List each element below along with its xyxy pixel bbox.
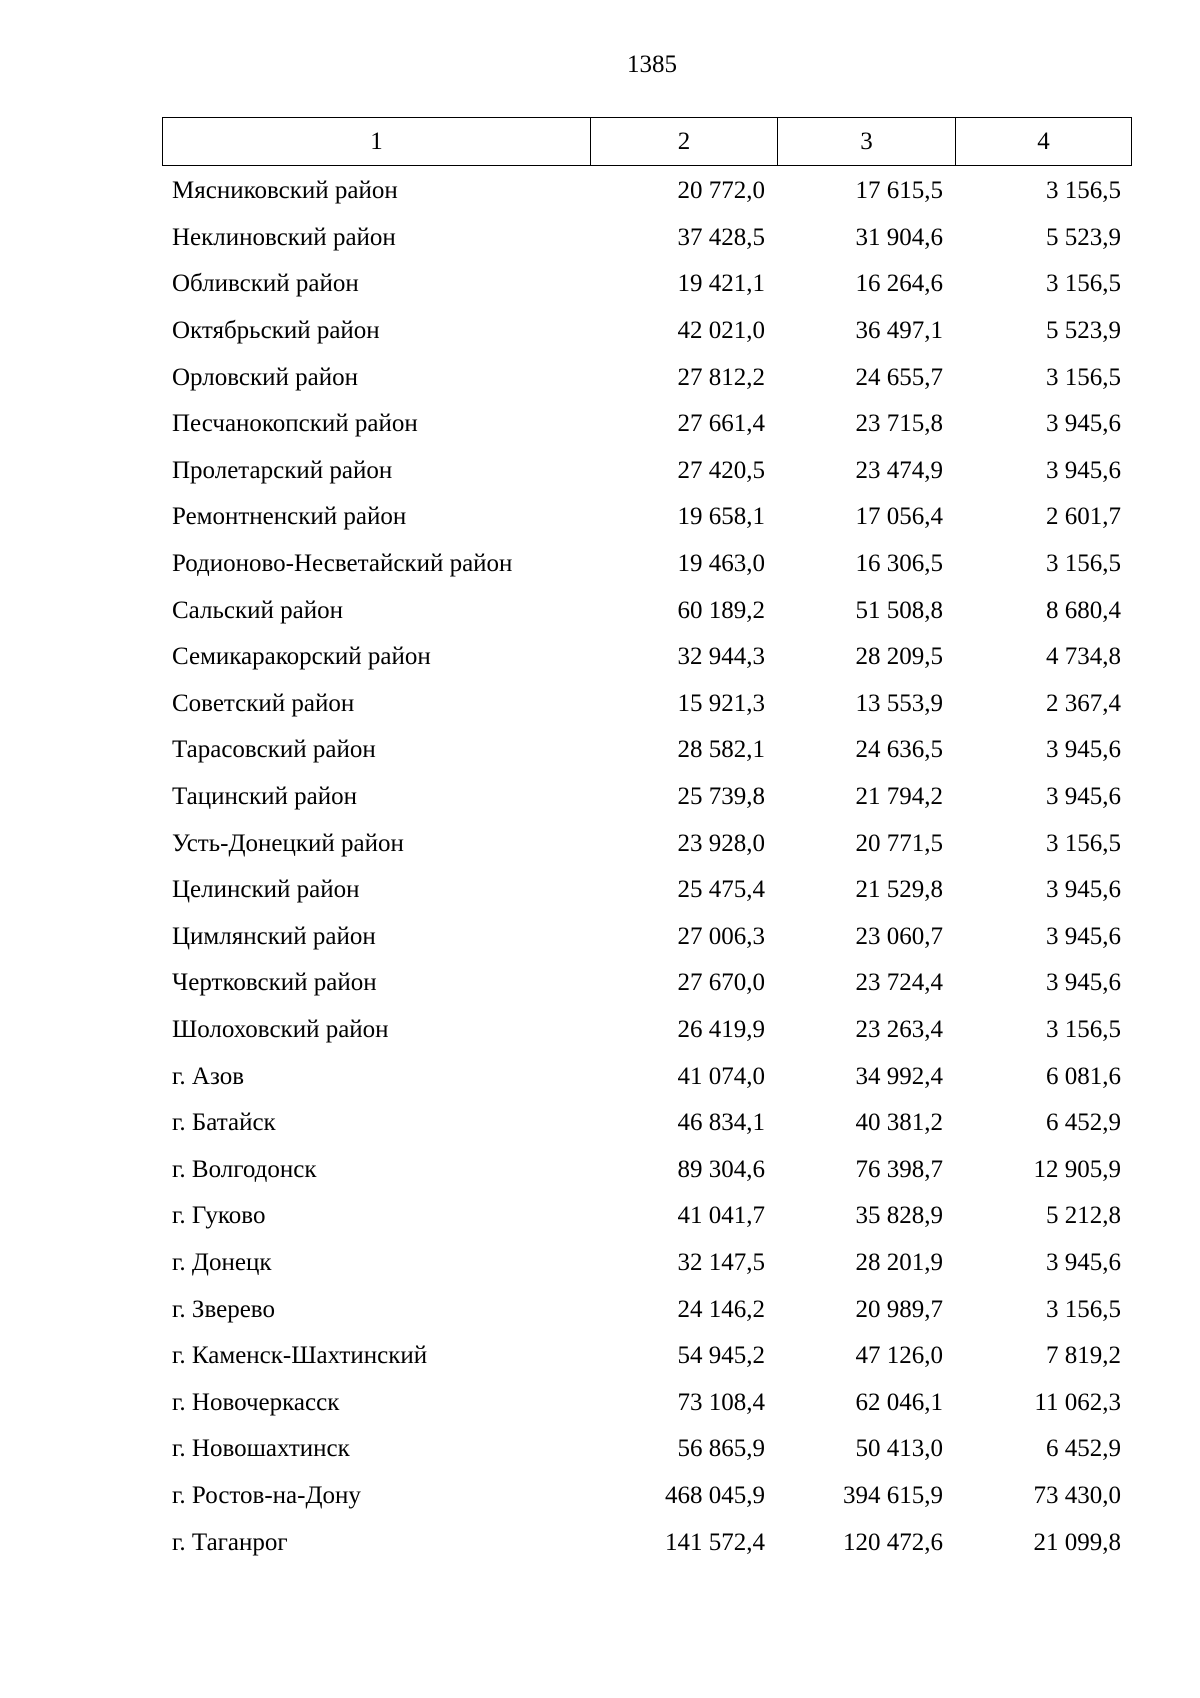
header-cell-2: 2 [590,118,777,165]
table-row [162,1193,1132,1240]
header-cell-4: 4 [955,118,1131,165]
table-row [162,401,1132,448]
row-value-col2: 27 661,4 [677,410,765,438]
row-value-col2: 46 834,1 [677,1109,765,1137]
row-value-col4: 6 452,9 [1046,1109,1121,1137]
row-value-col4: 3 945,6 [1046,456,1121,484]
row-name: Шолоховский район [172,1015,389,1043]
row-value-col3: 23 060,7 [855,922,943,950]
row-value-col2: 15 921,3 [677,689,765,717]
table-header [162,117,1132,166]
row-value-col3: 76 398,7 [855,1155,943,1183]
row-value-col4: 6 452,9 [1046,1435,1121,1463]
row-value-col2: 468 045,9 [665,1481,765,1509]
row-value-col3: 31 904,6 [855,223,943,251]
row-name: Неклиновский район [172,223,396,251]
row-value-col2: 54 945,2 [677,1342,765,1370]
row-name: Обливский район [172,270,359,298]
row-value-col3: 36 497,1 [855,317,943,345]
table-row [162,914,1132,961]
row-value-col2: 41 041,7 [677,1202,765,1230]
row-value-col3: 28 201,9 [855,1248,943,1276]
row-value-col4: 3 945,6 [1046,736,1121,764]
row-value-col3: 17 056,4 [855,503,943,531]
row-value-col3: 23 263,4 [855,1015,943,1043]
table-row [162,867,1132,914]
row-name: г. Зверево [172,1295,275,1323]
table-row [162,1007,1132,1054]
page-number: 1385 [627,51,677,78]
row-name: г. Волгодонск [172,1155,317,1183]
row-name: Октябрьский район [172,317,380,345]
table-row [162,587,1132,634]
row-value-col2: 26 419,9 [677,1015,765,1043]
row-value-col3: 47 126,0 [855,1342,943,1370]
table-row [162,1286,1132,1333]
table-row [162,681,1132,728]
table-row [162,774,1132,821]
row-value-col2: 23 928,0 [677,829,765,857]
row-value-col4: 4 734,8 [1046,643,1121,671]
table-row [162,634,1132,681]
header-cell-3: 3 [777,118,955,165]
table-row [162,1146,1132,1193]
row-value-col2: 20 772,0 [677,177,765,205]
table-row [162,1379,1132,1426]
table-row [162,354,1132,401]
row-value-col4: 3 156,5 [1046,1295,1121,1323]
table-row [162,1100,1132,1147]
row-value-col3: 16 306,5 [855,550,943,578]
row-value-col3: 28 209,5 [855,643,943,671]
row-value-col2: 19 463,0 [677,550,765,578]
row-value-col4: 21 099,8 [1033,1528,1121,1556]
row-name: г. Гуково [172,1202,266,1230]
row-name: Тарасовский район [172,736,376,764]
row-name: Ремонтненский район [172,503,407,531]
row-value-col4: 5 212,8 [1046,1202,1121,1230]
row-name: г. Новочеркасск [172,1388,340,1416]
row-value-col3: 21 529,8 [855,876,943,904]
row-name: Мясниковский район [172,177,398,205]
row-value-col4: 3 945,6 [1046,783,1121,811]
row-value-col4: 3 156,5 [1046,363,1121,391]
row-value-col2: 37 428,5 [677,223,765,251]
table-row [162,820,1132,867]
row-name: Родионово-Несветайский район [172,550,513,578]
table-row [162,1426,1132,1473]
row-value-col2: 141 572,4 [665,1528,765,1556]
row-value-col4: 3 945,6 [1046,969,1121,997]
row-name: г. Таганрог [172,1528,288,1556]
table-row [162,168,1132,215]
row-value-col2: 32 147,5 [677,1248,765,1276]
table-row [162,960,1132,1007]
row-name: г. Каменск-Шахтинский [172,1342,428,1370]
row-name: Орловский район [172,363,358,391]
row-value-col3: 50 413,0 [855,1435,943,1463]
row-value-col3: 21 794,2 [855,783,943,811]
row-name: Песчанокопский район [172,410,418,438]
table-row [162,448,1132,495]
row-name: Усть-Донецкий район [172,829,404,857]
row-name: Тацинский район [172,783,357,811]
row-value-col4: 2 367,4 [1046,689,1121,717]
table-row [162,261,1132,308]
row-value-col2: 42 021,0 [677,317,765,345]
row-name: Пролетарский район [172,456,393,484]
row-value-col4: 73 430,0 [1033,1481,1121,1509]
row-value-col4: 3 945,6 [1046,876,1121,904]
table-row [162,1473,1132,1520]
table-row [162,1240,1132,1287]
row-value-col3: 23 474,9 [855,456,943,484]
row-name: Советский район [172,689,355,717]
table-row [162,1333,1132,1380]
row-value-col3: 23 724,4 [855,969,943,997]
row-value-col3: 40 381,2 [855,1109,943,1137]
row-value-col2: 25 475,4 [677,876,765,904]
row-value-col4: 3 945,6 [1046,410,1121,438]
row-value-col2: 19 658,1 [677,503,765,531]
table-row [162,1519,1132,1566]
row-value-col3: 35 828,9 [855,1202,943,1230]
row-value-col4: 7 819,2 [1046,1342,1121,1370]
row-value-col3: 394 615,9 [843,1481,943,1509]
row-value-col2: 24 146,2 [677,1295,765,1323]
row-value-col4: 3 156,5 [1046,829,1121,857]
table-row [162,308,1132,355]
row-value-col3: 34 992,4 [855,1062,943,1090]
row-value-col4: 5 523,9 [1046,317,1121,345]
row-value-col4: 11 062,3 [1034,1388,1121,1416]
row-name: г. Батайск [172,1109,276,1137]
row-value-col4: 3 945,6 [1046,1248,1121,1276]
row-value-col2: 41 074,0 [677,1062,765,1090]
row-value-col4: 6 081,6 [1046,1062,1121,1090]
row-value-col2: 32 944,3 [677,643,765,671]
row-value-col3: 24 655,7 [855,363,943,391]
row-value-col2: 89 304,6 [677,1155,765,1183]
row-value-col2: 27 006,3 [677,922,765,950]
row-value-col3: 23 715,8 [855,410,943,438]
row-value-col2: 27 812,2 [677,363,765,391]
row-name: Цимлянский район [172,922,376,950]
row-value-col4: 12 905,9 [1033,1155,1121,1183]
row-value-col4: 5 523,9 [1046,223,1121,251]
table-row [162,541,1132,588]
row-value-col4: 3 156,5 [1046,1015,1121,1043]
row-value-col2: 19 421,1 [677,270,765,298]
row-value-col3: 17 615,5 [855,177,943,205]
row-value-col4: 3 156,5 [1046,270,1121,298]
row-value-col2: 73 108,4 [677,1388,765,1416]
row-name: Сальский район [172,596,343,624]
row-value-col2: 25 739,8 [677,783,765,811]
row-name: г. Азов [172,1062,245,1090]
row-value-col3: 24 636,5 [855,736,943,764]
row-name: Чертковский район [172,969,377,997]
row-value-col4: 3 945,6 [1046,922,1121,950]
table-row [162,1053,1132,1100]
row-value-col3: 120 472,6 [843,1528,943,1556]
row-name: Целинский район [172,876,360,904]
row-name: г. Донецк [172,1248,272,1276]
row-value-col4: 8 680,4 [1046,596,1121,624]
row-value-col3: 51 508,8 [855,596,943,624]
row-name: Семикаракорский район [172,643,431,671]
row-value-col3: 16 264,6 [855,270,943,298]
row-value-col4: 3 156,5 [1046,177,1121,205]
row-value-col2: 27 420,5 [677,456,765,484]
row-name: г. Ростов-на-Дону [172,1481,361,1509]
row-value-col4: 2 601,7 [1046,503,1121,531]
row-value-col3: 62 046,1 [855,1388,943,1416]
row-value-col2: 60 189,2 [677,596,765,624]
row-value-col2: 56 865,9 [677,1435,765,1463]
row-value-col3: 13 553,9 [855,689,943,717]
table-row [162,727,1132,774]
row-value-col2: 28 582,1 [677,736,765,764]
table-body [162,168,1132,1566]
table-row [162,215,1132,262]
table-row [162,494,1132,541]
row-value-col3: 20 989,7 [855,1295,943,1323]
header-cell-1: 1 [370,127,383,155]
row-value-col2: 27 670,0 [677,969,765,997]
row-value-col4: 3 156,5 [1046,550,1121,578]
row-name: г. Новошахтинск [172,1435,350,1463]
row-value-col3: 20 771,5 [855,829,943,857]
